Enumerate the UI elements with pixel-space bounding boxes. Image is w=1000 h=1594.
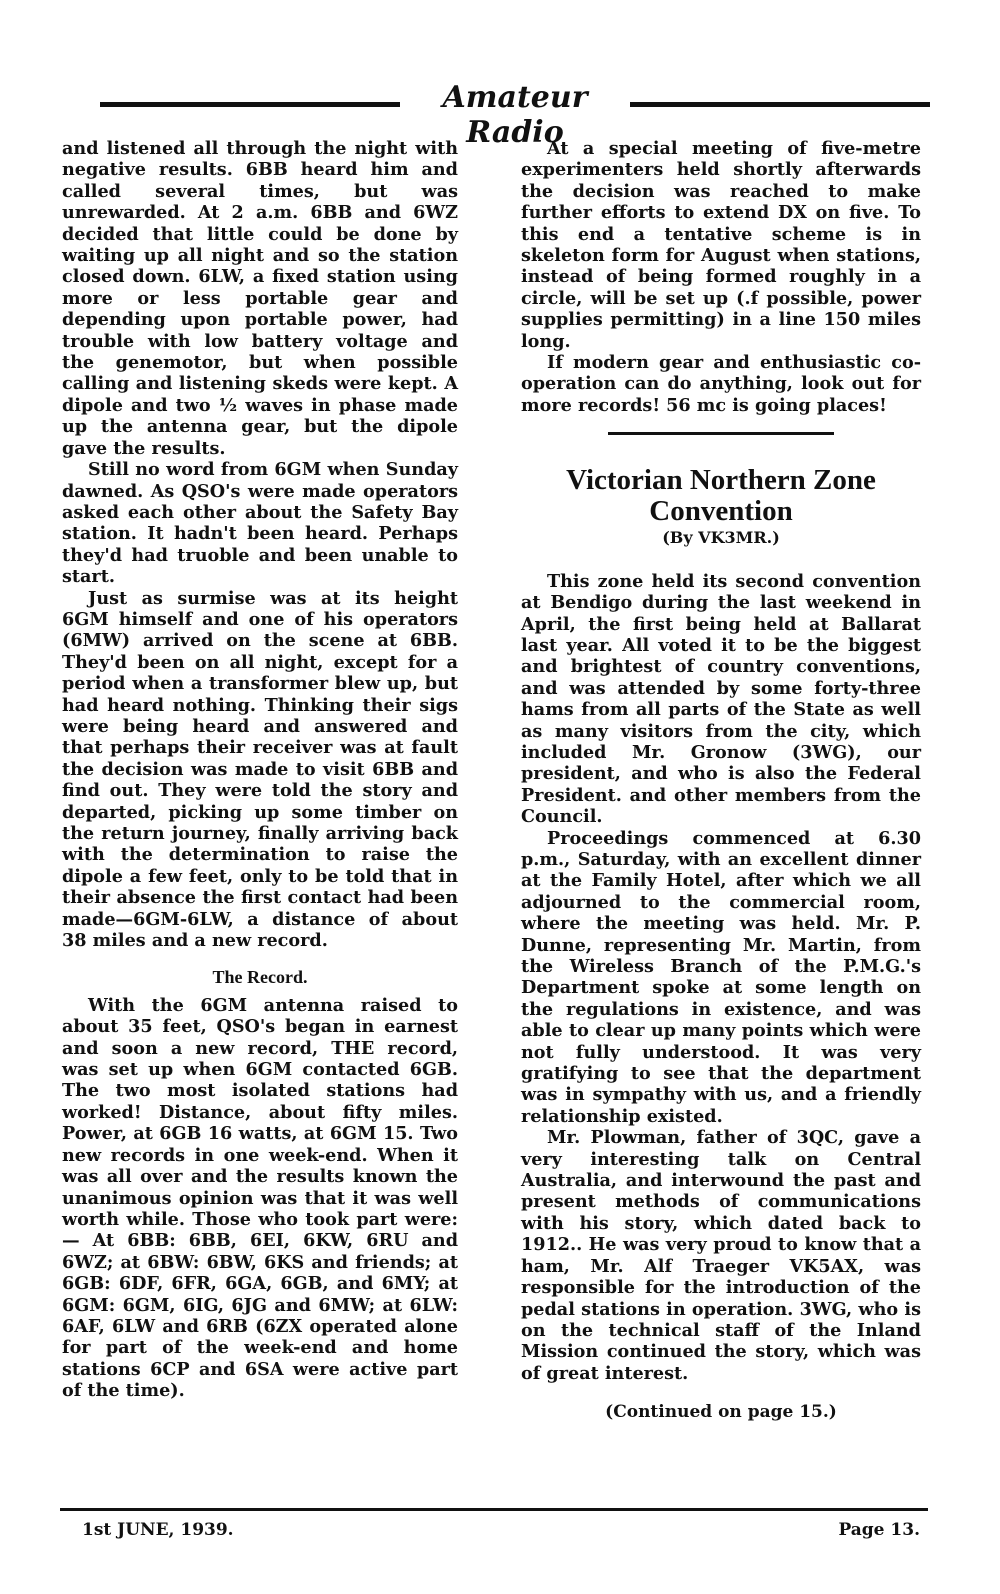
paragraph: This zone held its second convention at Bendigo during the last weekend in April, the first being held at Ballarat last year. All voted it to be the biggest and brightest of country conventions, and was attended by some forty-three hams from all parts of the State as well as many visitors from the city, which included Mr. Gronow (3WG), our president, and who is also the Federal President. and other members from the Council. bbox=[521, 570, 921, 828]
right-column bbox=[521, 138, 921, 1424]
article-title-line: Convention bbox=[649, 495, 793, 528]
paragraph: and listened all through the night with negative results. 6BB heard him and called several times, but was unrewarded. At 2 a.m. 6BB and 6WZ decided that little could be done by waiting up all night and so the station closed down. 6LW, a fixed station using more or less portable gear and depending upon portable power, had trouble with low battery voltage and the genemotor, but when possible calling and listening skeds were kept. A dipole and two ½ waves in phase made up the antenna gear, but the dipole gave the results. bbox=[62, 138, 458, 459]
footer-rule bbox=[60, 1508, 928, 1511]
paragraph: Mr. Plowman, father of 3QC, gave a very interesting talk on Central Australia, and interwound the past and present methods of communications with his story, which dated back to 1912.. He was very proud to know that a ham, Mr. Alf Traeger VK5AX, was responsible for the introduction of the pedal stations in operation. 3WG, who is on the technical staff of the Inland Mission continued the story, which was of great interest. bbox=[521, 1127, 921, 1384]
section-divider bbox=[608, 432, 834, 435]
section-heading: The Record. bbox=[212, 967, 308, 988]
masthead bbox=[100, 78, 930, 150]
masthead-rule-right bbox=[630, 102, 930, 107]
page-number: Page 13. bbox=[838, 1520, 920, 1540]
paragraph: With the 6GM antenna raised to about 35 feet, QSO's began in earnest and soon a new record, THE record, was set up when 6GM contacted 6GB. The two most isolated stations had worked! Distance, about fifty miles. Power, at 6GB 16 watts, at 6GM 15. Two new records in one week-end. When it was all over and the results known the unanimous opinion was that it was well worth while. Those who took part were:— At 6BB: 6BB, 6EI, 6KW, 6RU and 6WZ; at 6BW: 6BW, 6KS and friends; at 6GB: 6DF, 6FR, 6GA, 6GB, and 6MY; at 6GM: 6GM, 6IG, 6JG and 6MW; at 6LW: 6AF, 6LW and 6RB (6ZX operated alone for part of the week-end and home stations 6CP and 6SA were active part of the time). bbox=[62, 994, 458, 1402]
paragraph: Proceedings commenced at 6.30 p.m., Saturday, with an excellent dinner at the Family Hotel, after which we all adjourned to the commercial room, where the meeting was held. Mr. P. Dunne, representing Mr. Martin, from the Wireless Branch of the P.M.G.'s Department spoke at some length on the regulations in existence, and was able to clear up many points which were not fully understood. It was very gratifying to see that the department was in sympathy with us, and a friendly relationship existed. bbox=[521, 827, 921, 1127]
masthead-rule-left bbox=[100, 102, 400, 107]
paragraph: Still no word from 6GM when Sunday dawned. As QSO's were made operators asked each other about the Safety Bay station. It hadn't been heard. Perhaps they'd had truoble and been unable to start. bbox=[62, 459, 458, 588]
issue-date: 1st JUNE, 1939. bbox=[82, 1520, 234, 1540]
left-column bbox=[62, 138, 458, 1402]
article-byline: (By VK3MR.) bbox=[662, 528, 780, 548]
paragraph: If modern gear and enthusiastic co-operation can do anything, look out for more records! 56 mc is going places! bbox=[521, 352, 921, 416]
continued-note: (Continued on page 15.) bbox=[605, 1402, 837, 1423]
paragraph: Just as surmise was at its height 6GM himself and one of his operators (6MW) arrived on the scene at 6BB. They'd been on all night, except for a period when a transformer blew up, but had heard nothing. Thinking their sigs were being heard and answered and that perhaps their receiver was at fault the decision was made to visit 6BB and find out. They were told the story and departed, picking up some timber on the return journey, finally arriving back with the determination to raise the dipole a few feet, only to be told that in their absence the first contact had been made—6GM-6LW, a distance of about 38 miles and a new record. bbox=[62, 587, 458, 952]
masthead-title: Amateur Radio bbox=[442, 80, 588, 150]
article-title bbox=[521, 465, 921, 527]
paragraph: At a special meeting of five-metre experimenters held shortly afterwards the decision was reached to make further efforts to extend DX on five. To this end a tentative scheme is in skeleton form for August when stations, instead of being formed roughly in a circle, will be set up (.f possible, power supplies permitting) in a line 150 miles long. bbox=[521, 138, 921, 352]
article-title-line: Victorian Northern Zone bbox=[566, 464, 876, 497]
